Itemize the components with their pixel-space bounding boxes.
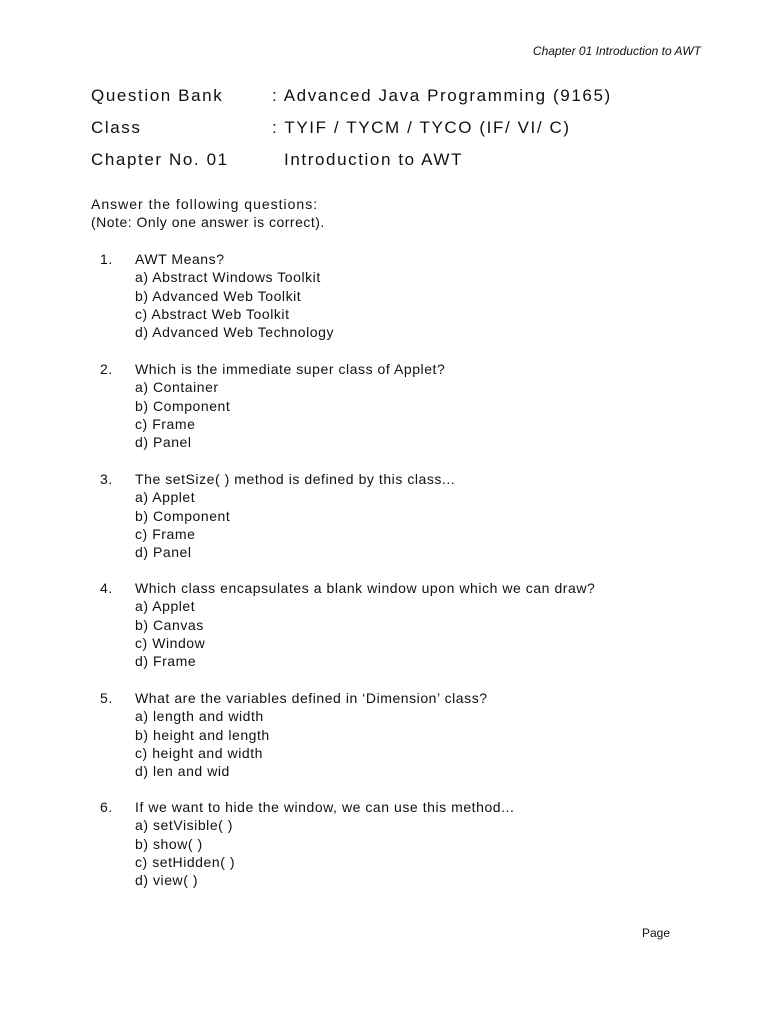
answer-option: d) Advanced Web Technology — [135, 324, 335, 341]
instructions-note: (Note: Only one answer is correct). — [91, 214, 325, 230]
answer-option: b) show( ) — [135, 835, 203, 852]
answer-option: b) Component — [135, 397, 231, 414]
question-1 — [100, 250, 700, 341]
instructions-heading: Answer the following questions: — [91, 196, 319, 212]
answer-option: d) Panel — [135, 544, 192, 561]
question-number: 5. — [100, 690, 113, 706]
answer-option: a) setVisible( ) — [135, 817, 234, 834]
question-number: 4. — [100, 580, 113, 596]
answer-option: b) Advanced Web Toolkit — [135, 287, 302, 304]
meta-value: : Advanced Java Programming (9165) — [272, 86, 612, 105]
answer-option: d) Frame — [135, 653, 197, 670]
answer-option: c) Window — [135, 634, 206, 651]
answer-option: d) Panel — [135, 434, 192, 451]
question-line — [100, 470, 700, 488]
instructions — [91, 195, 325, 231]
answer-option: d) view( ) — [135, 872, 199, 889]
meta-row-question-bank — [91, 80, 711, 112]
question-line — [100, 360, 700, 378]
answer-option: a) Applet — [135, 489, 196, 506]
meta-value: : TYIF / TYCM / TYCO (IF/ VI/ C) — [272, 118, 571, 137]
question-4 — [100, 579, 700, 670]
question-6 — [100, 798, 700, 889]
answer-option: a) Applet — [135, 598, 196, 615]
answer-option: b) Canvas — [135, 616, 204, 633]
answer-option: c) Frame — [135, 525, 196, 542]
answer-option: d) len and wid — [135, 763, 230, 780]
question-text: Which class encapsulates a blank window upon which we can draw? — [135, 580, 596, 596]
answer-option: b) Component — [135, 507, 231, 524]
question-5 — [100, 689, 700, 780]
question-line — [100, 250, 700, 268]
meta-label: Question Bank — [91, 86, 224, 105]
answer-option: a) Container — [135, 379, 219, 396]
question-2 — [100, 360, 700, 451]
question-line — [100, 579, 700, 597]
meta-row-chapter — [91, 144, 711, 176]
answer-option: c) height and width — [135, 744, 263, 761]
meta-value: Introduction to AWT — [284, 150, 464, 169]
document-meta — [91, 80, 711, 176]
question-number: 2. — [100, 361, 113, 377]
question-text: AWT Means? — [135, 251, 225, 267]
answer-option: a) length and width — [135, 708, 264, 725]
meta-label: Class — [91, 118, 142, 137]
question-number: 1. — [100, 251, 113, 267]
answer-option: c) setHidden( ) — [135, 853, 236, 870]
answer-option: c) Frame — [135, 415, 196, 432]
running-header: Chapter 01 Introduction to AWT — [532, 44, 701, 58]
question-text: What are the variables defined in ‘Dimension’ class? — [135, 690, 488, 706]
question-number: 6. — [100, 799, 113, 815]
answer-option: a) Abstract Windows Toolkit — [135, 269, 321, 286]
question-line — [100, 798, 700, 816]
answer-option: c) Abstract Web Toolkit — [135, 305, 290, 322]
meta-label: Chapter No. 01 — [91, 150, 229, 169]
meta-row-class — [91, 112, 711, 144]
page-label: Page — [642, 926, 671, 940]
question-text: If we want to hide the window, we can use this method... — [135, 799, 515, 815]
question-text: The setSize( ) method is defined by this class... — [135, 471, 456, 487]
question-3 — [100, 470, 700, 561]
question-line — [100, 689, 700, 707]
answer-option: b) height and length — [135, 726, 270, 743]
question-number: 3. — [100, 471, 113, 487]
question-text: Which is the immediate super class of Applet? — [135, 361, 446, 377]
